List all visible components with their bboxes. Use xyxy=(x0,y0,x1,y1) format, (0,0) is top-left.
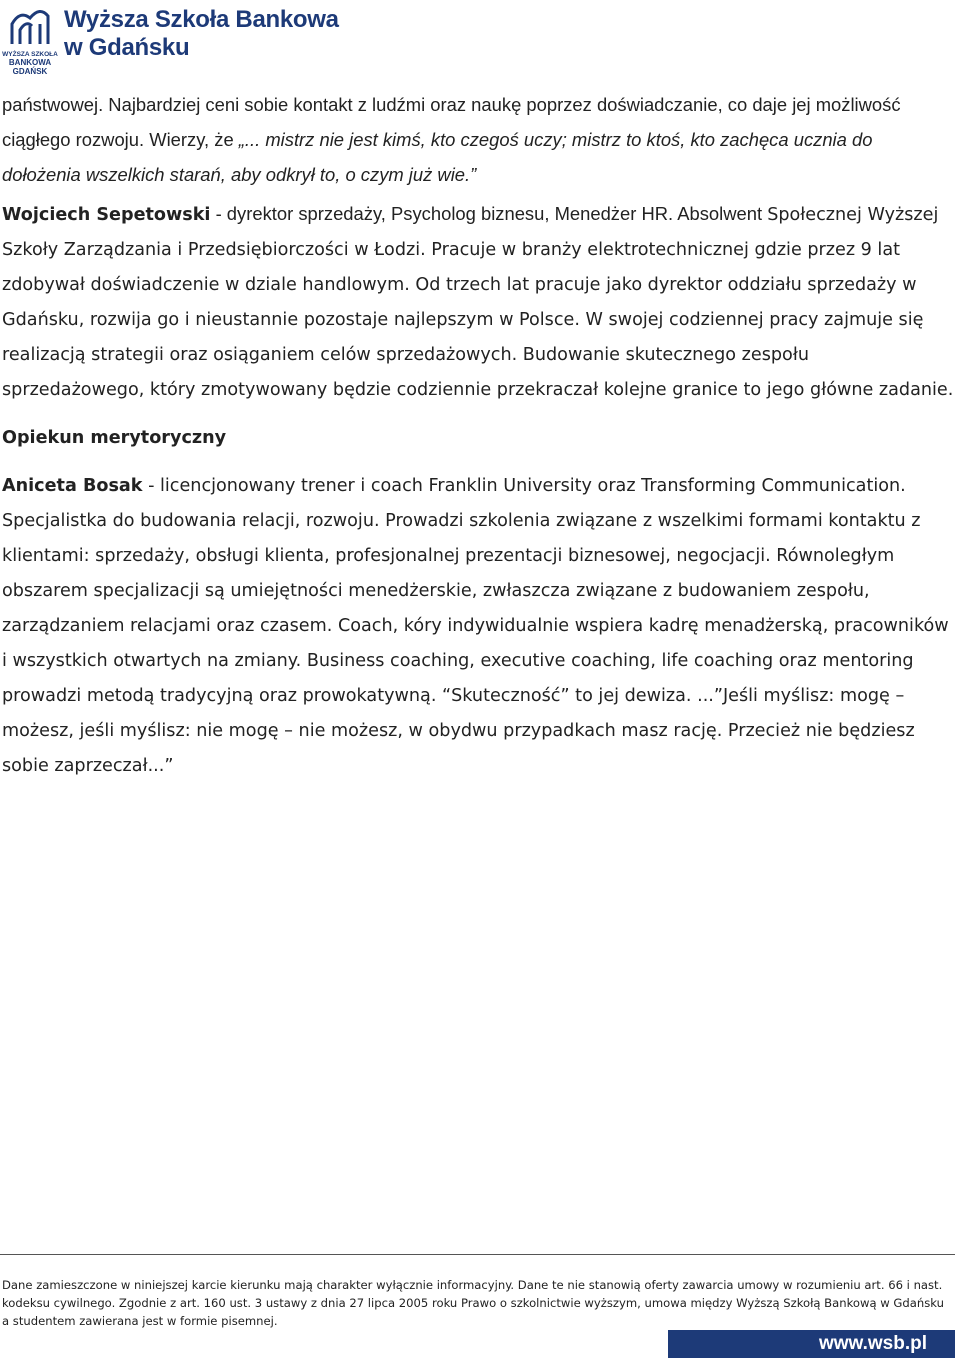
website-link[interactable]: www.wsb.pl xyxy=(818,1333,927,1354)
footer-url-bar xyxy=(668,1330,955,1358)
footer-disclaimer: Dane zamieszczone w niniejszej karcie kierunku mają charakter wyłącznie informacyjny. Dane te nie stanowią oferty zawarcia umowy w rozumieniu art. 66 i nast. kodeksu cywilnego. Zgodnie z art. 160 ust. 3 ustawy z dnia 27 lipca 2005 roku Prawo o szkolnictwie wyższym, umowa między Wyższą Szkołą Bankową w Gdańsku a studentem zawierana jest w formie pisemnej. xyxy=(2,1278,944,1328)
university-name-line-2: w Gdańsku xyxy=(64,34,190,61)
section-heading-supervisor: Opiekun merytoryczny xyxy=(2,428,227,448)
logo-mark-line-3: GDAŃSK xyxy=(12,67,48,76)
bio-bosak xyxy=(2,469,954,784)
logo-mark-line-1: WYŻSZA SZKOŁA xyxy=(2,51,58,58)
page-header xyxy=(0,0,960,80)
bio-text-bosak: - licencjonowany trener i coach Franklin University oraz Transforming Communication. Specjalistka do budowania relacji, rozwoju. Prowadzi szkolenia związane z wszelkimi formami kontaktu z klientami: sprzedaży, obsługi klienta, profesjonalnej prezentacji biznesowej, negocjacji. Równoległym obszarem specjalizacji są umiejętności menedżerskie, zwłaszcza związane z budowaniem zespołu, zarządzaniem relacjami oraz czasem. Coach, kóry indywidualnie wspiera kadrę menadżerską, pracowników i wszystkich otwartych na zmiany. Business coaching, executive coaching, life coaching oraz mentoring prowadzi metodą tradycyjną oraz prowokatywną. “Skuteczność” to jej dewiza. ...”Jeśli myślisz: mogę – możesz, jeśli myślisz: nie mogę – nie możesz, w obydwu przypadkach masz rację. Przecież nie będziesz sobie zaprzeczał...” xyxy=(2,476,949,776)
bio-sepetowski xyxy=(2,196,954,408)
bio-name-bosak: Aniceta Bosak xyxy=(2,476,143,496)
intro-text: państwowej. Najbardziej ceni sobie kontakt z ludźmi oraz naukę poprzez doświadczanie, co daje jej możliwość ciągłego rozwoju. Wierzy, że xyxy=(2,94,901,150)
bio-text-sepetowski-a: - dyrektor sprzedaży, Psycholog biznesu, Menedżer HR. Absolwent xyxy=(210,203,768,224)
university-logo-icon xyxy=(2,4,58,76)
bio-text-sepetowski-b: Społecznej Wyższej Szkoły Zarządzania i Przedsiębiorczości w Łodzi. Pracuje w branży elektrotechnicznej gdzie przez 9 lat zdobywał doświadczenie w dziale handlowym. Od trzech lat pracuje jako dyrektor oddziału sprzedaży w Gdańsku, rozwija go i nieustannie pozostaje najlepszym w Polsce. W swojej codziennej pracy zajmuje się realizacją strategii oraz osiąganiem celów sprzedażowych. Budowanie skutecznego zespołu sprzedażowego, który zmotywowany będzie codziennie przekraczał kolejne granice to jego główne zadanie. xyxy=(2,205,954,400)
main-content xyxy=(2,87,954,784)
intro-quote: „... mistrz nie jest kimś, kto czegoś uczy; mistrz to ktoś, kto zachęca ucznia do dołożenia wszelkich starań, aby odkrył to, o czym już wie.” xyxy=(2,129,873,185)
university-name-line-1: Wyższa Szkoła Bankowa xyxy=(64,6,339,33)
intro-paragraph xyxy=(2,87,954,192)
university-name xyxy=(64,6,339,62)
footer-divider xyxy=(0,1254,955,1255)
logo-mark-line-2: BANKOWA xyxy=(8,58,52,67)
bio-name-sepetowski: Wojciech Sepetowski xyxy=(2,205,211,225)
